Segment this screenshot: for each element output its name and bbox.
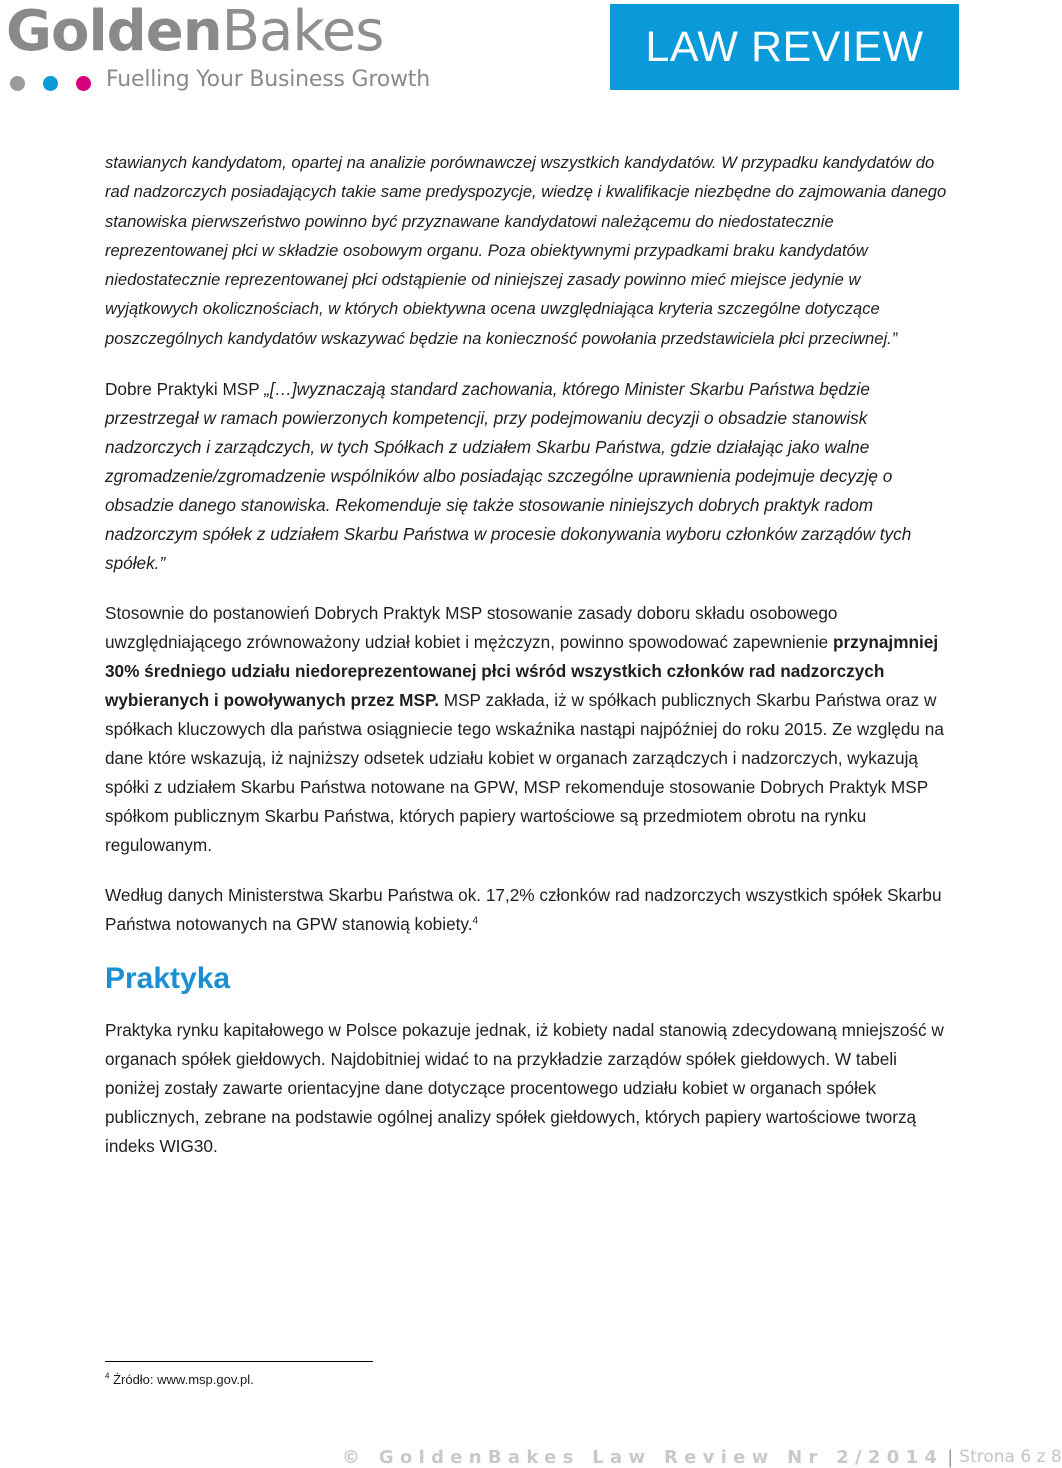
paragraph-praktyka: Praktyka rynku kapitałowego w Polsce pokazuje jednak, iż kobiety nadal stanowią zdecydowaną mniejszość w organach spółek giełdowych. Najdobitniej widać to na przykładzie zarządów spółek giełdowych. W tabeli poniżej zostały zawarte orientacyjne dane dotyczące procentowego udziału kobiet w organach spółek publicznych, zebrane na podstawie ogólnej analizy spółek giełdowych, których papiery wartościowe tworzą indeks WIG30. — [105, 1020, 944, 1157]
logo-part1: Golden — [6, 0, 222, 64]
footnote-divider — [105, 1361, 373, 1362]
logo-dots — [8, 72, 98, 94]
section-heading: Praktyka — [105, 962, 231, 996]
footnote-number: 4 — [105, 1371, 110, 1381]
paragraph-bold: przynajmniej 30% średniego udziału niedoreprezentowanej płci wśród wszystkich członków rad nadzorczych wybieranych i powoływanych przez MSP. — [105, 632, 939, 711]
paragraph-end: MSP zakłada, iż w spółkach publicznych Skarbu Państwa oraz w spółkach kluczowych dla państwa osiągniecie tego wskaźnika nastąpi najpóźniej do roku 2015. Ze względu na dane które wskazują, iż najniższy odsetek udziału kobiet w organach zarządczych i nadzorczych, wykazują spółki z udziałem Skarbu Państwa notowane na GPW, MSP rekomenduje stosowanie Dobrych Praktyk MSP spółkom publicznym Skarbu Państwa, których papiery wartościowe są przedmiotem obrotu na rynku regulowanym. — [105, 690, 944, 856]
page-number: Strona 6 z 8 — [959, 1447, 1062, 1467]
paragraph-stat-text: Według danych Ministerstwa Skarbu Państwa ok. 17,2% członków rad nadzorczych wszystkich spółek Skarbu Państwa notowanych na GPW stanowią kobiety. — [105, 885, 942, 935]
logo-dot-gray — [10, 76, 25, 91]
paragraph-stosownie — [105, 599, 950, 860]
paragraph-statistics — [105, 881, 950, 939]
paragraph-start: Stosownie do postanowień Dobrych Praktyk MSP stosowanie zasady doboru składu osobowego uwzględniającego zrównoważony udział kobiet i mężczyzn, powinno spowodować zapewnienie — [105, 603, 838, 653]
logo-tagline: Fuelling Your Business Growth — [106, 67, 430, 92]
footer-title: © GoldenBakes Law Review Nr 2/2014 — [342, 1446, 944, 1468]
logo-wordmark — [6, 2, 383, 62]
logo-dot-magenta — [76, 76, 91, 91]
logo-dot-blue — [43, 76, 58, 91]
paragraph-quote-continuation: stawianych kandydatom, opartej na analizie porównawczej wszystkich kandydatów. W przypadku kandydatów do rad nadzorczych posiadających takie same predyspozycje, wiedzę i kwalifikacje niezbędne do zajmowania danego stanowiska pierwszeństwo powinno być przyznawane kandydatowi należącemu do niedostatecznie reprezentowanej płci w składzie osobowym organu. Poza obiektywnymi przypadkami braku kandydatów niedostatecznie reprezentowanej płci odstąpienie od niniejszej zasady powinno mieć miejsce jedynie w wyjątkowych okolicznościach, w których obiektywna ocena uwzględniająca kryteria szczególne dotyczące poszczególnych kandydatów wskazywać będzie na konieczność powołania przedstawiciela płci przeciwnej.” — [105, 153, 947, 348]
footnote-ref[interactable]: 4 — [472, 915, 479, 927]
footnote-text: Źródło: www.msp.gov.pl. — [109, 1372, 254, 1387]
paragraph-lead: Dobre Praktyki MSP — [105, 379, 265, 400]
footer-separator: | — [947, 1446, 954, 1468]
logo — [6, 0, 446, 100]
law-review-banner: LAW REVIEW — [610, 4, 959, 90]
paragraph-dobre-praktyki — [105, 375, 950, 578]
logo-part2: Bakes — [221, 0, 384, 64]
page-footer — [342, 1446, 1062, 1468]
document-body — [105, 148, 950, 1182]
footnote — [105, 1372, 254, 1387]
paragraph-quote: „[…]wyznaczają standard zachowania, którego Minister Skarbu Państwa będzie przestrzegał w ramach powierzonych kompetencji, przy podejmowaniu decyzji o obsadzie stanowisk nadzorczych i zarządczych, w tych Spółkach z udziałem Skarbu Państwa, gdzie działając jako walne zgromadzenie/zgromadzenie wspólników albo posiadając szczególne uprawnienia podejmuje decyzję o obsadzie danego stanowiska. Rekomenduje się także stosowanie niniejszych dobrych praktyk radom nadzorczym spółek z udziałem Skarbu Państwa w procesie dokonywania wyboru członków zarządów tych spółek.” — [105, 379, 912, 574]
